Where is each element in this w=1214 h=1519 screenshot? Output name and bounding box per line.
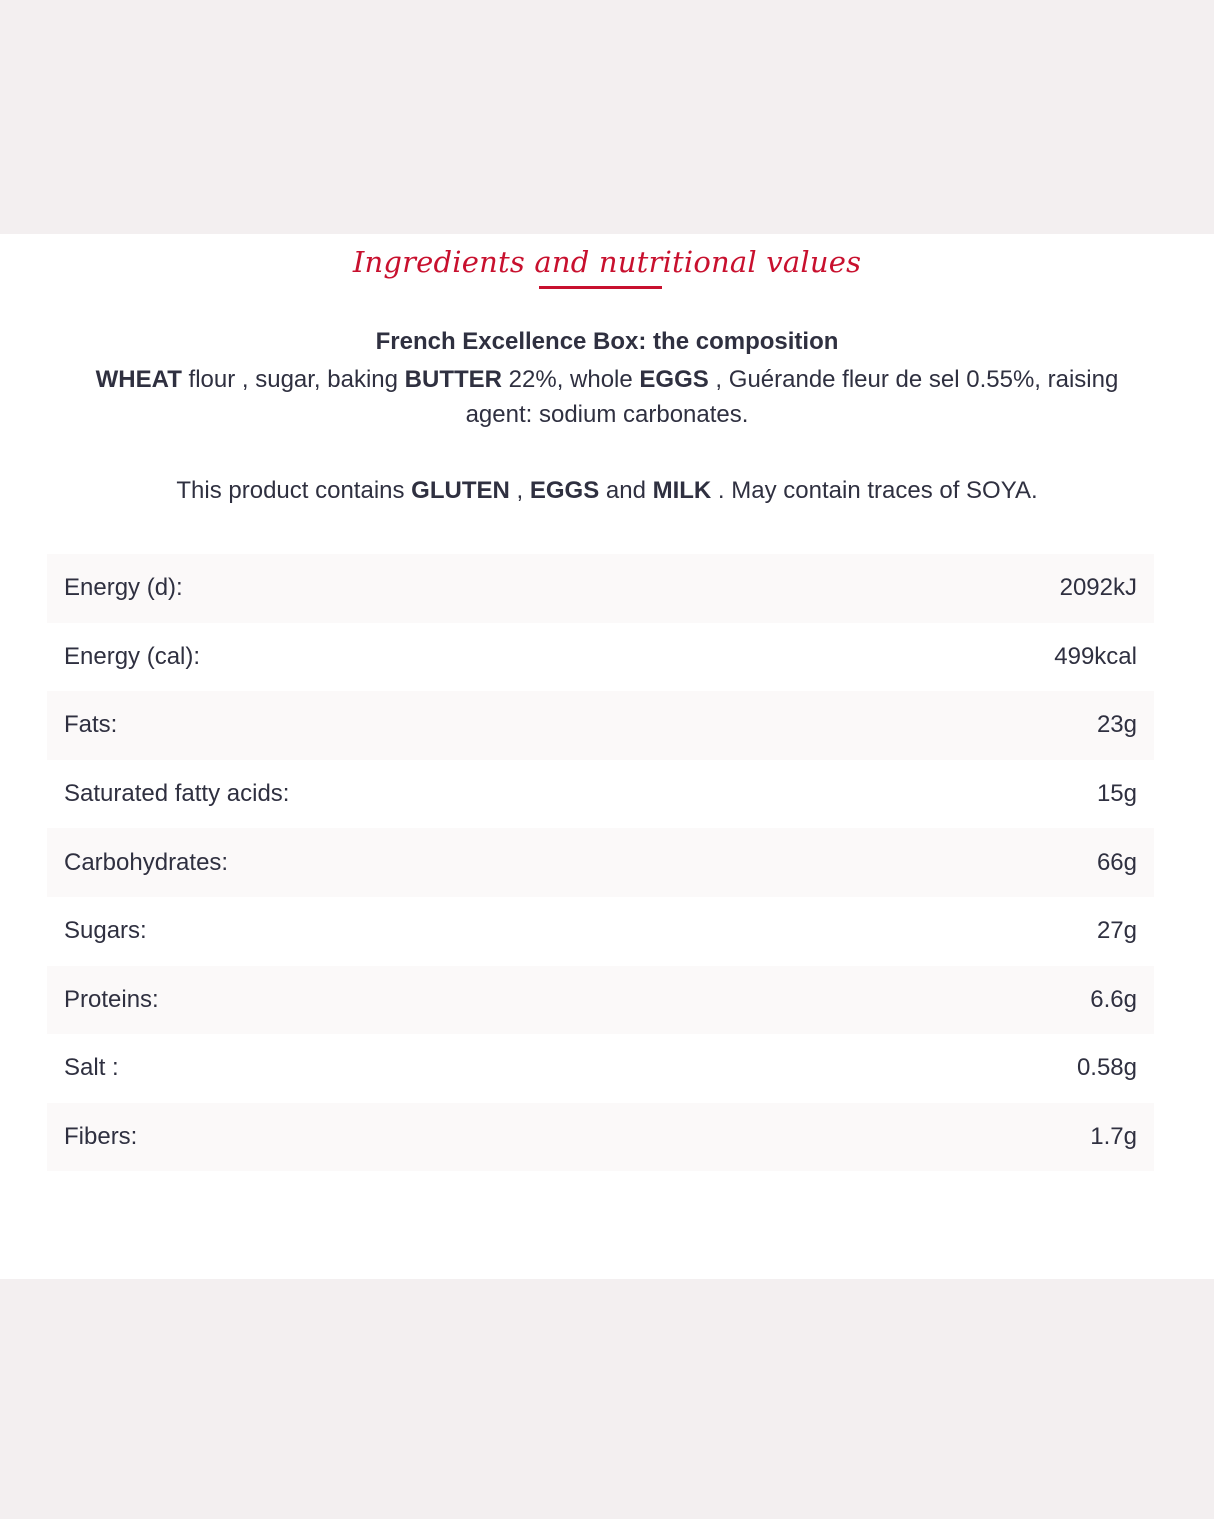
table-row: [47, 623, 1154, 692]
title-underline: [539, 286, 662, 289]
nutrition-table: [47, 554, 1154, 1171]
nutrient-value: 2092kJ: [1059, 574, 1137, 602]
nutrient-value: 66g: [1096, 848, 1137, 876]
allergen-segment: ,: [509, 477, 530, 504]
table-row: [47, 1103, 1154, 1172]
allergen-segment: GLUTEN: [411, 477, 510, 504]
nutrient-value: 499kcal: [1054, 642, 1137, 670]
allergen-segment: and: [599, 477, 653, 504]
nutrient-value: 23g: [1096, 711, 1137, 739]
nutrient-label: Sugars:: [64, 917, 147, 945]
nutrient-label: Fats:: [64, 711, 118, 739]
composition-heading: French Excellence Box: the composition: [375, 328, 839, 355]
ingredient-segment: EGGS: [639, 366, 709, 393]
table-row: [47, 897, 1154, 966]
nutrient-label: Energy (d):: [64, 574, 183, 602]
nutrient-value: 1.7g: [1090, 1123, 1137, 1151]
allergen-segment: MILK: [652, 477, 712, 504]
ingredients-text: [60, 362, 1154, 432]
ingredient-segment: flour , sugar, baking: [181, 366, 405, 393]
allergen-segment: EGGS: [529, 477, 600, 504]
table-row: [47, 760, 1154, 829]
table-row: [47, 828, 1154, 897]
nutrient-label: Proteins:: [64, 985, 159, 1013]
nutrient-label: Saturated fatty acids:: [64, 780, 290, 808]
table-row: [47, 1034, 1154, 1103]
allergen-segment: . May contain traces of SOYA.: [711, 477, 1038, 504]
table-row: [47, 554, 1154, 623]
nutrient-label: Salt :: [64, 1054, 119, 1082]
nutrient-label: Fibers:: [64, 1123, 138, 1151]
table-row: [47, 691, 1154, 760]
nutrient-label: Carbohydrates:: [64, 848, 229, 876]
nutrition-panel: [0, 234, 1214, 1279]
nutrient-value: 15g: [1096, 780, 1137, 808]
ingredient-segment: , Guérande fleur de sel 0.55%, raising agent: sodium carbonates.: [465, 366, 1119, 428]
nutrient-value: 6.6g: [1090, 985, 1137, 1013]
allergens-text: [0, 475, 1214, 507]
nutrient-value: 27g: [1096, 917, 1137, 945]
nutrient-label: Energy (cal):: [64, 642, 201, 670]
ingredient-segment: BUTTER: [404, 366, 502, 393]
allergen-segment: This product contains: [176, 477, 412, 504]
ingredient-segment: WHEAT: [95, 366, 182, 393]
table-row: [47, 966, 1154, 1035]
section-title: Ingredients and nutritional values: [352, 245, 862, 279]
ingredient-segment: 22%, whole: [501, 366, 640, 393]
nutrient-value: 0.58g: [1076, 1054, 1137, 1082]
